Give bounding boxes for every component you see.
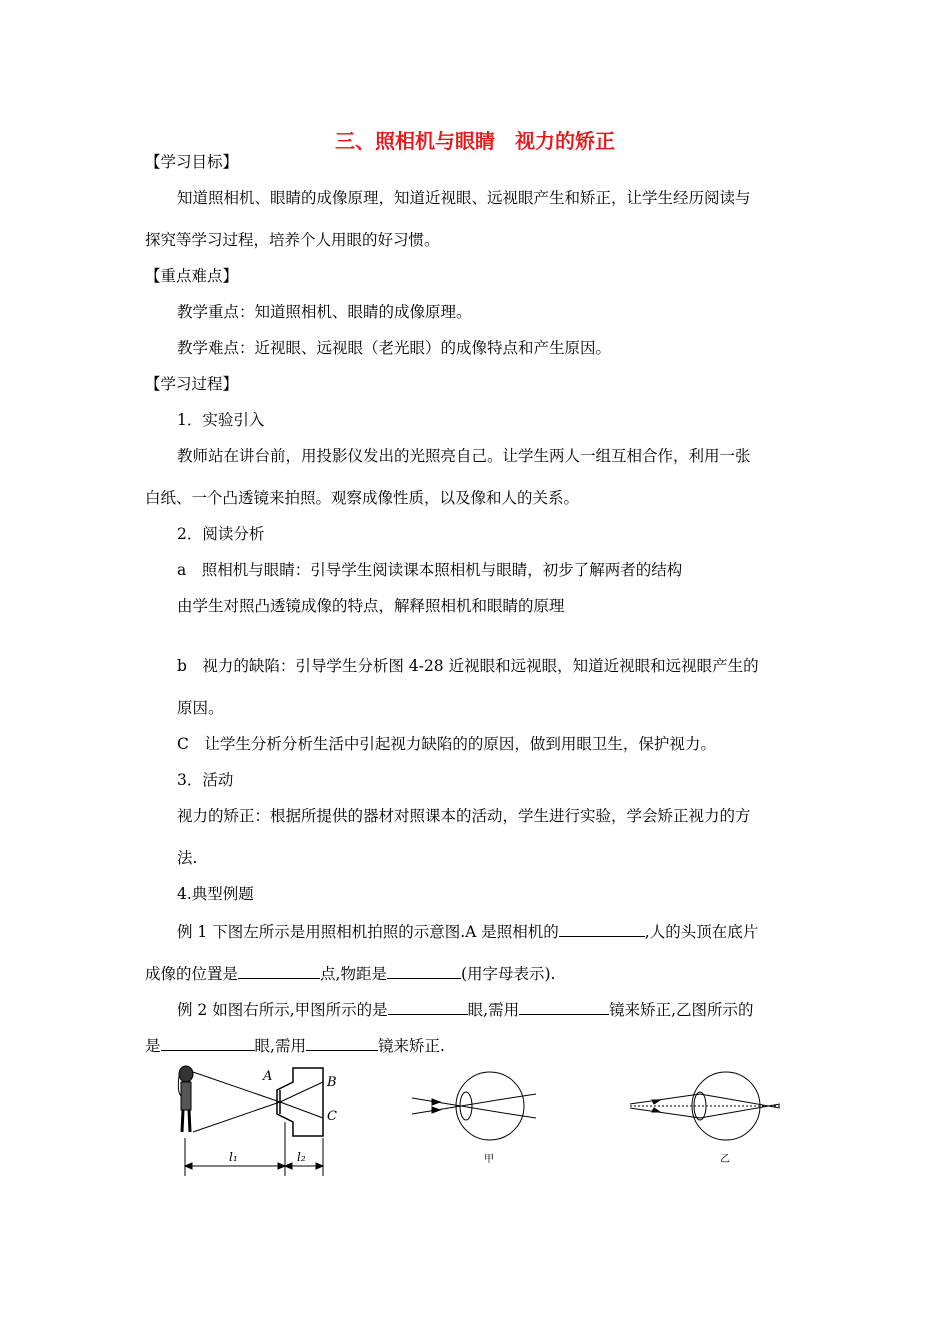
example-2-text-3: 镜来矫正,乙图所示的 — [609, 1001, 754, 1019]
section-1-line-1: 教师站在讲台前，用投影仪发出的光照亮自己。让学生两人一组互相合作，利用一张 — [177, 447, 751, 465]
label-a: A — [263, 1069, 273, 1084]
section-4-title: 4.典型例题 — [177, 885, 254, 903]
example-1-text-2: ,人的头顶在底片 — [644, 923, 759, 941]
objectives-text-line-2: 探究等学习过程，培养个人用眼的好习惯。 — [145, 231, 440, 249]
teaching-focus: 教学重点：知道照相机、眼睛的成像原理。 — [177, 303, 472, 321]
item-a-line-2: 由学生对照凸透镜成像的特点，解释照相机和眼睛的原理 — [177, 597, 565, 615]
page-title: 三、照相机与眼睛 视力的矫正 — [335, 129, 615, 153]
example-1-text-4: 点,物距是 — [320, 965, 387, 983]
label-b: B — [327, 1075, 337, 1090]
camera-diagram — [165, 1062, 355, 1192]
section-2-title: 2．阅读分析 — [177, 525, 265, 543]
item-b-line-2: 原因。 — [177, 699, 224, 717]
example-2-text-4: 是 — [145, 1037, 161, 1055]
eye-diagram-yi — [626, 1064, 786, 1168]
example-1-text-1: 例 1 下图左所示是用照相机拍照的示意图.A 是照相机的 — [177, 923, 559, 941]
label-l1: l₁ — [229, 1150, 238, 1164]
label-c: C — [327, 1109, 337, 1124]
caption-jia: 甲 — [484, 1154, 494, 1165]
answer-blank-lens-yi[interactable] — [306, 1034, 378, 1051]
example-1-line-2 — [145, 962, 555, 984]
answer-blank-lens-jia[interactable] — [519, 998, 609, 1015]
label-l2: l₂ — [297, 1150, 306, 1164]
answer-blank-distance[interactable] — [387, 962, 461, 979]
example-1-text-3: 成像的位置是 — [145, 965, 239, 983]
item-a-line-1: a 照相机与眼睛：引导学生阅读课本照相机与眼睛，初步了解两者的结构 — [177, 561, 683, 579]
example-2-text-2: 眼,需用 — [467, 1001, 520, 1019]
objectives-text-line-1: 知道照相机、眼睛的成像原理，知道近视眼、远视眼产生和矫正，让学生经历阅读与 — [177, 189, 751, 207]
eyeball-shape — [456, 1072, 524, 1140]
item-c-line: C 让学生分析分析生活中引起视力缺陷的的原因，做到用眼卫生，保护视力。 — [177, 735, 716, 753]
answer-blank-eye-jia[interactable] — [388, 998, 468, 1015]
section-3-title: 3．活动 — [177, 771, 234, 789]
distance-markers — [185, 1122, 323, 1176]
person-icon — [178, 1066, 193, 1132]
caption-yi: 乙 — [720, 1154, 730, 1165]
section-1-title: 1．实验引入 — [177, 411, 265, 429]
example-2-text-1: 例 2 如图右所示,甲图所示的是 — [177, 1001, 388, 1019]
example-2-line-2 — [145, 1034, 445, 1056]
section-1-line-2: 白纸、一个凸透镜来拍照。观察成像性质，以及像和人的关系。 — [145, 489, 580, 507]
item-b-line-1: b 视力的缺陷：引导学生分析图 4-28 近视眼和远视眼，知道近视眼和远视眼产生的 — [177, 657, 759, 675]
answer-blank-lens[interactable] — [559, 920, 645, 937]
camera-body — [277, 1068, 323, 1136]
example-2-text-5: 眼,需用 — [254, 1037, 306, 1055]
answer-blank-point[interactable] — [238, 962, 320, 979]
light-rays — [193, 1072, 323, 1132]
example-1-line-1 — [177, 920, 758, 942]
key-points-heading: 【重点难点】 — [145, 267, 239, 285]
teaching-difficulty: 教学难点：近视眼、远视眼（老光眼）的成像特点和产生原因。 — [177, 339, 612, 357]
example-1-text-5: (用字母表示). — [460, 965, 556, 983]
objectives-heading: 【学习目标】 — [145, 153, 239, 171]
section-3-line-1: 视力的矫正：根据所提供的器材对照课本的活动，学生进行实验，学会矫正视力的方 — [177, 807, 751, 825]
answer-blank-eye-yi[interactable] — [161, 1034, 255, 1051]
section-3-line-2: 法. — [177, 849, 198, 867]
eye-diagram-jia — [410, 1064, 550, 1168]
process-heading: 【学习过程】 — [145, 375, 239, 393]
example-2-text-6: 镜来矫正. — [377, 1037, 445, 1055]
example-2-line-1 — [177, 998, 754, 1020]
